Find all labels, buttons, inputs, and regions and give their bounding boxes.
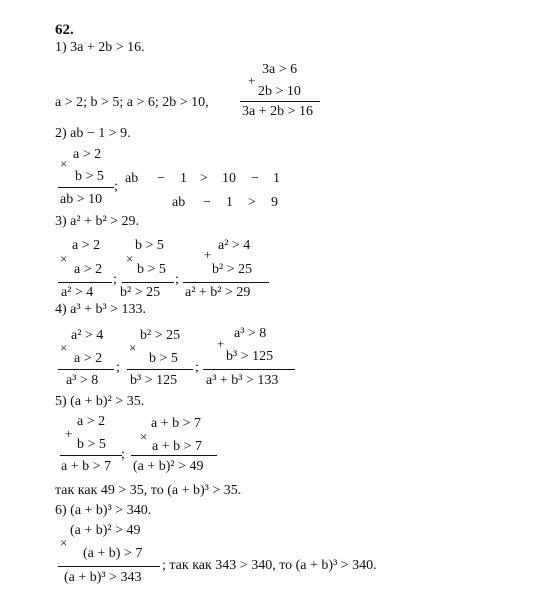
part1-plus-sign: + xyxy=(248,73,256,88)
part6-f1-row1: (a + b)² > 49 xyxy=(70,523,141,538)
part5-f1-row2: b > 5 xyxy=(77,437,106,452)
part5-condition: 5) (a + b)² > 35. xyxy=(55,394,145,409)
eq2-nine: 9 xyxy=(271,195,278,210)
part4-f1-row2: a > 2 xyxy=(74,351,103,366)
part3-sep2: ; xyxy=(175,272,179,287)
part3-f1-line xyxy=(58,282,112,283)
part6-f1-line xyxy=(58,566,160,567)
eq2-minus: − xyxy=(203,195,211,210)
eq2-one: 1 xyxy=(226,195,233,210)
part5-f2-result: (a + b)² > 49 xyxy=(133,459,204,474)
part4-f1-result: a³ > 8 xyxy=(66,373,99,388)
part4-f2-line xyxy=(127,369,193,370)
part5-f1-row1: a > 2 xyxy=(77,414,106,429)
eq1-one: 1 xyxy=(180,171,187,186)
part4-f3-result: a³ + b³ > 133 xyxy=(206,373,279,388)
part3-f1-row2: a > 2 xyxy=(74,262,103,277)
part3-f1-row1: a > 2 xyxy=(72,238,101,253)
part1-inequalities-line: a > 2; b > 5; a > 6; 2b > 10, xyxy=(55,95,209,110)
part5-f1-result: a + b > 7 xyxy=(61,459,112,474)
part3-f2-sign: × xyxy=(126,251,134,266)
part4-f2-row2: b > 5 xyxy=(149,351,178,366)
part3-f3-row1: a² > 4 xyxy=(218,238,251,253)
part3-f2-line xyxy=(122,282,174,283)
part6-f1-sign: × xyxy=(60,535,68,550)
part3-sep1: ; xyxy=(113,272,117,287)
part2-result: ab > 10 xyxy=(60,192,103,207)
part5-f2-row1: a + b > 7 xyxy=(151,416,202,431)
part3-f2-row1: b > 5 xyxy=(135,238,164,253)
part3-f3-result: a² + b² > 29 xyxy=(185,285,251,300)
part3-condition: 3) a² + b² > 29. xyxy=(55,214,140,229)
part4-f1-row1: a² > 4 xyxy=(71,328,104,343)
part1-row2: 2b > 10 xyxy=(258,84,301,99)
part4-f3-row2: b³ > 125 xyxy=(226,349,274,364)
part2-product-line xyxy=(58,187,114,188)
part5-sep: ; xyxy=(121,447,125,462)
part3-f1-result: a² > 4 xyxy=(61,285,94,300)
eq2-term-ab: ab xyxy=(172,195,186,210)
part2-row1: a > 2 xyxy=(73,147,102,162)
part5-f1-line xyxy=(60,455,122,456)
part4-f1-line xyxy=(58,369,114,370)
part2-separator: ; xyxy=(114,179,118,194)
part3-f2-row2: b > 5 xyxy=(137,262,166,277)
part3-f3-row2: b² > 25 xyxy=(212,262,253,277)
part5-f2-sign: × xyxy=(140,429,148,444)
eq1-ten: 10 xyxy=(222,171,236,186)
part2-times-sign: × xyxy=(60,156,68,171)
part2-condition: 2) ab − 1 > 9. xyxy=(55,126,131,141)
part5-f2-line xyxy=(131,455,217,456)
part1-row1: 3a > 6 xyxy=(262,62,298,77)
part4-f2-sign: × xyxy=(129,340,137,355)
eq1-minus: − xyxy=(157,171,165,186)
eq1-gt: > xyxy=(200,171,208,186)
eq2-gt: > xyxy=(248,195,256,210)
part4-f2-row1: b² > 25 xyxy=(140,328,181,343)
part4-f1-sign: × xyxy=(60,340,68,355)
part3-f3-sign: + xyxy=(204,247,212,262)
problem-number: 62. xyxy=(55,22,74,38)
eq1-term-ab: ab xyxy=(125,171,139,186)
part1-result: 3a + 2b > 16 xyxy=(242,104,314,119)
part3-f1-sign: × xyxy=(60,251,68,266)
part1-condition: 1) 3a + 2b > 16. xyxy=(55,40,145,55)
part2-row2: b > 5 xyxy=(75,169,104,184)
eq1-minus-2: − xyxy=(251,171,259,186)
part4-f3-line xyxy=(203,369,295,370)
part6-f1-result: (a + b)³ > 343 xyxy=(64,570,142,585)
eq1-one-2: 1 xyxy=(273,171,280,186)
part5-f1-sign: + xyxy=(65,426,73,441)
part4-f2-result: b³ > 125 xyxy=(130,373,178,388)
part6-f1-row2: (a + b) > 7 xyxy=(83,546,143,561)
part5-conclusion: так как 49 > 35, то (a + b)³ > 35. xyxy=(55,483,242,498)
part4-condition: 4) a³ + b³ > 133. xyxy=(55,302,147,317)
part3-f3-line xyxy=(183,282,269,283)
part4-sep1: ; xyxy=(116,360,120,375)
part4-sep2: ; xyxy=(195,360,199,375)
part5-f2-row2: a + b > 7 xyxy=(152,439,203,454)
part4-f3-sign: + xyxy=(217,336,225,351)
part4-f3-row1: a³ > 8 xyxy=(234,326,267,341)
part6-condition: 6) (a + b)³ > 340. xyxy=(55,503,152,518)
part6-tail: ; так как 343 > 340, то (a + b)³ > 340. xyxy=(162,558,377,573)
part3-f2-result: b² > 25 xyxy=(120,285,161,300)
part1-sum-line xyxy=(240,101,320,102)
